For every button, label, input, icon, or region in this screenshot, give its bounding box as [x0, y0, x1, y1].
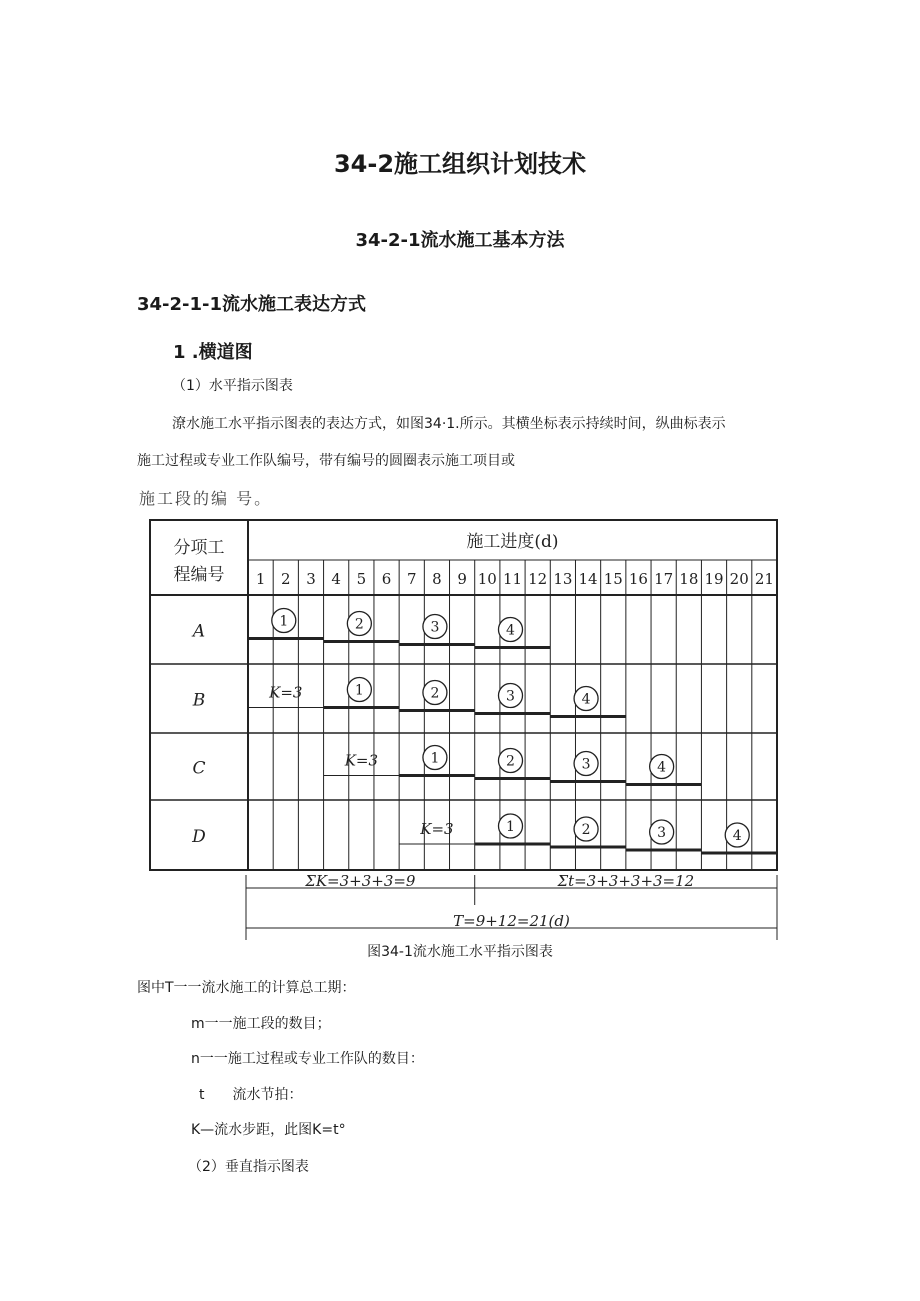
paragraph-line-1: 潦水施工水平指示图表的表达方式，如图34·1.所示。其横坐标表示持续时间，纵曲标表示	[172, 416, 726, 432]
segment-number: 4	[732, 828, 742, 844]
header-left-line1: 分项工	[173, 538, 225, 558]
section-heading: 34-2-1流水施工基本方法	[355, 230, 565, 251]
day-tick-label: 8	[432, 570, 442, 588]
day-tick-label: 18	[679, 570, 699, 588]
step-label: K=3	[269, 683, 303, 702]
day-tick-label: 13	[553, 570, 573, 588]
document-title: 34-2施工组织计划技术	[333, 150, 587, 178]
segment-number: 3	[581, 756, 591, 773]
segment-number: 1	[279, 613, 289, 630]
paragraph-line-3: 施工段的编 号。	[139, 489, 273, 508]
process-label: B	[192, 690, 206, 711]
legend-k: K—流水步距，此图K=t°	[191, 1122, 346, 1138]
sum-k-label: ΣK=3+3+3=9	[305, 872, 416, 890]
process-label: C	[192, 758, 206, 779]
figure-caption: 图34-1流水施工水平指示图表	[367, 944, 553, 960]
day-tick-label: 5	[356, 570, 367, 588]
segment-number: 3	[657, 825, 667, 841]
day-tick-label: 9	[457, 570, 467, 588]
day-tick-label: 3	[306, 570, 316, 588]
day-tick-label: 20	[729, 570, 749, 588]
segment-number: 3	[430, 619, 440, 636]
segment-number: 1	[506, 819, 515, 835]
paragraph-line-2: 施工过程或专业工作队编号，带有编号的圆圈表示施工项目或	[137, 453, 515, 469]
day-tick-label: 14	[578, 570, 598, 588]
day-tick-label: 6	[381, 570, 392, 588]
segment-number: 2	[581, 822, 591, 838]
day-tick-label: 7	[406, 570, 417, 588]
day-tick-label: 12	[528, 570, 548, 588]
day-tick-label: 21	[754, 570, 774, 588]
day-tick-label: 10	[477, 570, 497, 588]
day-tick-label: 19	[704, 570, 724, 588]
legend-m: m一一施工段的数目；	[191, 1016, 331, 1032]
day-tick-label: 17	[654, 570, 674, 588]
segment-number: 4	[657, 759, 667, 776]
sub-item-heading: （1）水平指示图表	[172, 378, 293, 394]
day-tick-label: 2	[281, 570, 291, 588]
segment-number: 2	[354, 616, 364, 633]
day-tick-label: 15	[603, 570, 623, 588]
day-tick-label: 11	[502, 570, 523, 588]
segment-number: 4	[506, 622, 515, 639]
header-progress-label: 施工进度(d)	[466, 532, 559, 552]
segment-number: 2	[430, 685, 440, 702]
segment-number: 1	[430, 750, 440, 767]
header-left-line2: 程编号	[173, 565, 225, 585]
subsection-heading: 34-2-1-1流水施工表达方式	[137, 294, 367, 315]
step-label: K=3	[344, 751, 379, 770]
day-tick-label: 4	[331, 570, 341, 588]
segment-number: 2	[506, 753, 515, 770]
legend-intro: 图中T一一流水施工的计算总工期：	[137, 980, 356, 996]
sub-item-2-heading: （2）垂直指示图表	[188, 1159, 309, 1175]
day-tick-label: 1	[255, 570, 266, 588]
sum-t-label: Σt=3+3+3+3=12	[557, 872, 695, 890]
total-duration-label: T=9+12=21(d)	[453, 912, 570, 930]
segment-number: 4	[581, 691, 591, 708]
item-heading: 1 .横道图	[173, 342, 253, 363]
process-label: D	[192, 827, 206, 847]
day-tick-label: 16	[628, 570, 648, 588]
step-label: K=3	[420, 820, 454, 838]
process-label: A	[192, 621, 206, 642]
segment-number: 3	[506, 688, 515, 705]
legend-t: t 流水节拍：	[199, 1087, 303, 1103]
legend-n: n一一施工过程或专业工作队的数目：	[191, 1051, 424, 1067]
segment-number: 1	[354, 682, 364, 699]
